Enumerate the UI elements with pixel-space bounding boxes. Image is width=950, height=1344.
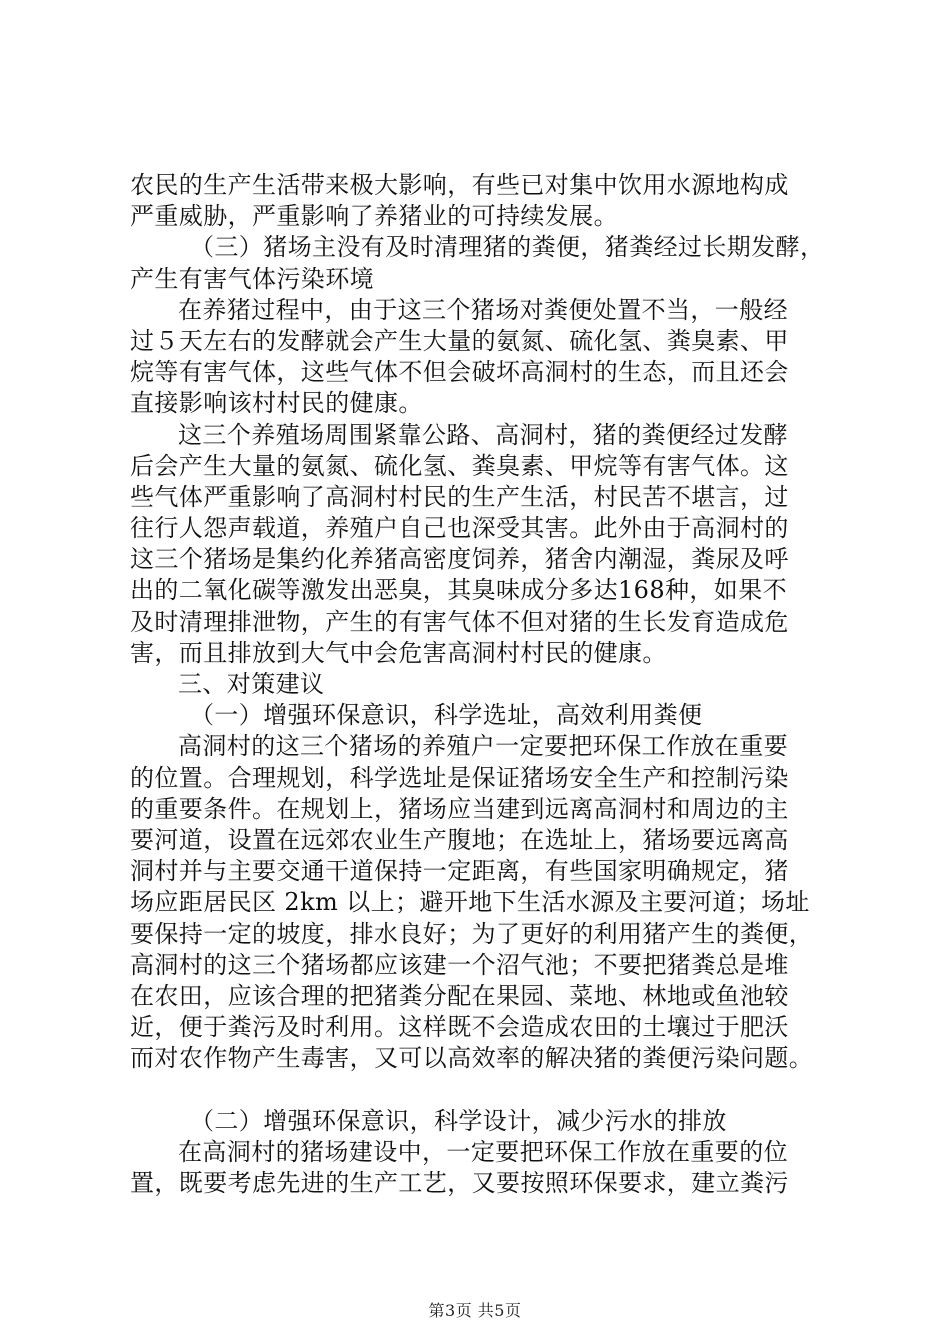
body-line: 害，而且排放到大气中会危害高洞村村民的健康。 [130,638,667,667]
body-line: 及时清理排泄物，产生的有害气体不但对猪的生长发育造成危 [130,607,789,636]
section-heading: （二）增强环保意识，科学设计，减少污水的排放 [190,1106,727,1135]
section-heading-continued: 产生有害气体污染环境 [130,264,374,293]
body-line: 些气体严重影响了高洞村村民的生产生活，村民苦不堪言，过 [130,482,789,511]
body-line: 严重威胁，严重影响了养猪业的可持续发展。 [130,202,618,231]
body-line: 而对农作物产生毒害，又可以高效率的解决猪的粪便污染问题。 [130,1044,814,1073]
body-line: 的位置。合理规划，科学选址是保证猪场安全生产和控制污染 [130,763,789,792]
paragraph-start: 这三个养殖场周围紧靠公路、高洞村，猪的粪便经过发酵 [178,420,788,449]
body-line: 农民的生产生活带来极大影响，有些已对集中饮用水源地构成 [130,171,789,199]
chapter-heading: 三、对策建议 [178,670,325,698]
page-footer: 第3页 共5页 [428,1301,522,1320]
paragraph-start: 在高洞村的猪场建设中，一定要把环保工作放在重要的位 [178,1137,788,1166]
body-line: 近，便于粪污及时利用。这样既不会造成农田的土壤过于肥沃 [130,1013,789,1042]
body-line: 在农田，应该合理的把猪粪分配在果园、菜地、林地或鱼池较 [130,981,789,1010]
blank-line [130,1074,850,1105]
body-line: 出的二氧化碳等激发出恶臭，其臭味成分多达168种，如果不 [130,576,788,605]
body-line: 要保持一定的坡度，排水良好；为了更好的利用猪产生的粪便， [130,919,814,948]
body-line: 的重要条件。在规划上，猪场应当建到远离高洞村和周边的主 [130,794,789,823]
body-line: 往行人怨声载道，养殖户自己也深受其害。此外由于高洞村的 [130,514,789,543]
document-body [130,170,850,1199]
body-line: 后会产生大量的氨氮、硫化氢、粪臭素、甲烷等有害气体。这 [130,451,789,480]
body-line: 高洞村的这三个猪场都应该建一个沼气池；不要把猪粪总是堆 [130,950,789,979]
section-heading: （三）猪场主没有及时清理猪的粪便，猪粪经过长期发酵， [190,233,825,262]
body-line: 直接影响该村村民的健康。 [130,389,423,418]
body-line: 洞村并与主要交通干道保持一定距离，有些国家明确规定，猪 [130,857,789,886]
section-heading: （一）增强环保意识，科学选址，高效利用粪便 [190,701,703,730]
body-line: 置，既要考虑先进的生产工艺，又要按照环保要求，建立粪污 [130,1169,789,1197]
body-line: 要河道，设置在远郊农业生产腹地；在选址上，猪场要远离高 [130,825,789,854]
body-line: 过５天左右的发酵就会产生大量的氨氮、硫化氢、粪臭素、甲 [130,326,789,355]
paragraph-start: 在养猪过程中，由于这三个猪场对粪便处置不当，一般经 [178,295,788,324]
body-line: 这三个猪场是集约化养猪高密度饲养，猪舍内潮湿，粪尿及呼 [130,545,789,574]
body-line: 烷等有害气体，这些气体不但会破坏高洞村的生态，而且还会 [130,358,789,387]
paragraph-start: 高洞村的这三个猪场的养殖户一定要把环保工作放在重要 [178,732,788,761]
body-line: 场应距居民区 2km 以上；避开地下生活水源及主要河道；场址 [130,888,810,917]
